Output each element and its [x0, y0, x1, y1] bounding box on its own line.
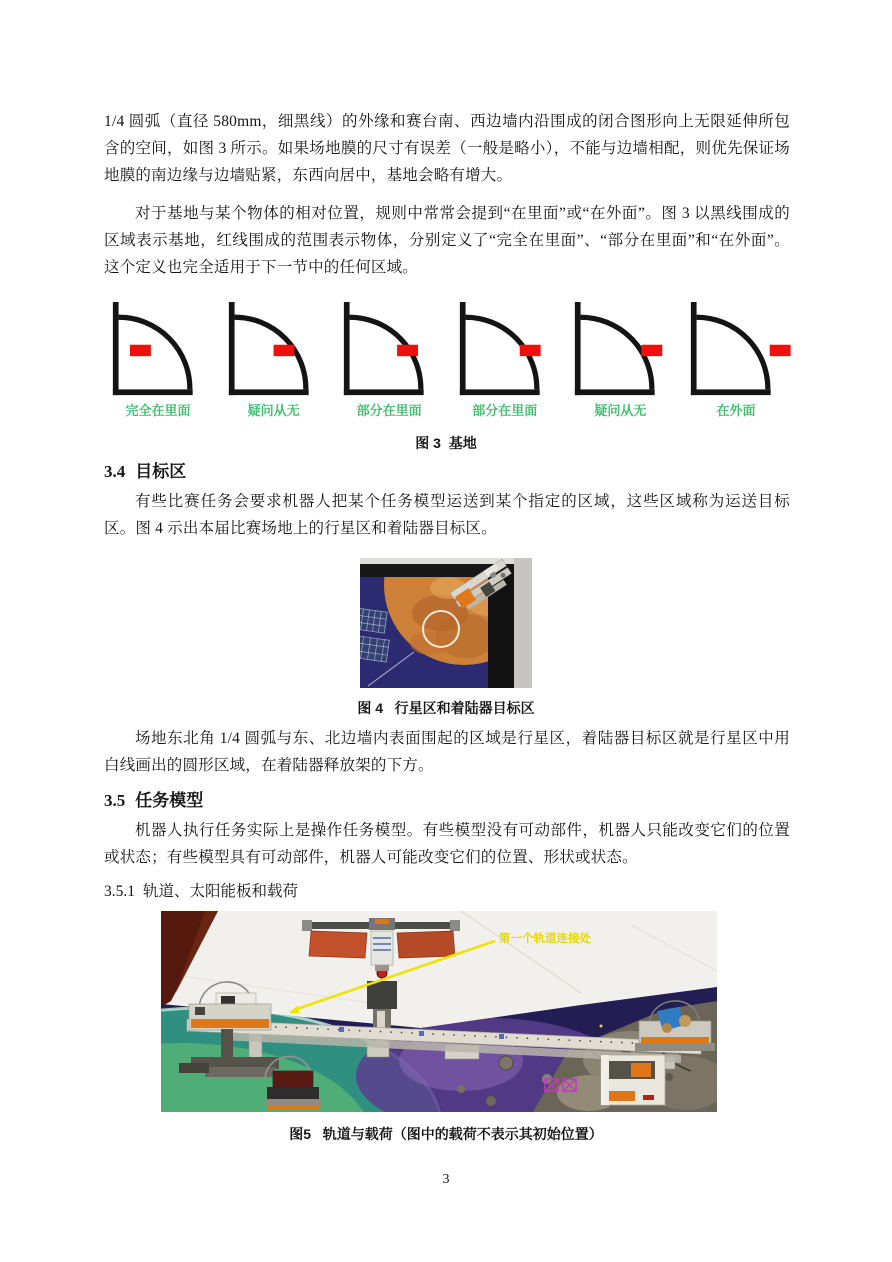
- section-number: 3.5: [104, 791, 126, 810]
- object-marker: [770, 345, 791, 356]
- diagram-label: 部分在里面: [356, 403, 422, 418]
- planet-corner-photo: [360, 558, 532, 688]
- section-title: 目标区: [135, 462, 187, 481]
- quarter-circle-diagram: [450, 302, 560, 397]
- section-3-5-1-heading: [104, 879, 298, 901]
- figure4-photo: [360, 558, 532, 688]
- base-arc: [234, 317, 305, 389]
- base-arc: [697, 317, 768, 389]
- wall-top-edge: [360, 558, 532, 565]
- diagram-label: 完全在里面: [125, 403, 191, 418]
- paragraph-target-areas: 有些比赛任务会要求机器人把某个任务模型运送到某个指定的区域，这些区域称为运送目标区。图 4 示出本届比赛场地上的行星区和着陆器目标区。: [104, 493, 790, 537]
- object-marker: [397, 345, 418, 356]
- figure5-caption: 图5 轨道与载荷（图中的载荷不表示其初始位置）: [289, 1126, 603, 1142]
- track-photo: [161, 911, 717, 1112]
- diagram-label: 部分在里面: [472, 403, 538, 418]
- base-wall-left: [228, 302, 234, 395]
- base-wall-left: [575, 302, 581, 395]
- white-container: [601, 1055, 665, 1105]
- object-marker: [520, 345, 541, 356]
- quarter-circle-diagram: [219, 302, 329, 397]
- figure3-caption: 图 3 基地: [415, 435, 477, 451]
- fig3-diagram-fully-inside: [103, 302, 213, 419]
- object-marker: [130, 345, 151, 356]
- diagram-label: 在外面: [716, 403, 756, 418]
- section-number: 3.4: [104, 462, 126, 481]
- base-wall-bottom: [691, 389, 771, 395]
- fig3-diagram-partly-inside-1: [334, 302, 444, 419]
- solar-panel-left: [309, 931, 367, 958]
- object-marker: [273, 345, 294, 356]
- figure5-photo: [161, 911, 717, 1112]
- paragraph-base-space: 1/4 圆弧（直径 580mm，细黑线）的外缘和赛台南、西边墙内沿围成的闭合图形向上无限延伸所包含的空间，如图 3 所示。如果场地膜的尺寸有误差（一般是略小），不能与边墙相配，则优先保证场地膜的南边缘与边墙贴紧，东西向居中，基地会略有增大。: [104, 113, 790, 184]
- figure4-caption: 图 4 行星区和着陆器目标区: [357, 700, 535, 716]
- diagram-label: 疑问从无: [247, 403, 300, 418]
- paragraph-mission-models: 机器人执行任务实际上是操作任务模型。有些模型没有可动部件，机器人只能改变它们的位置或状态；有些模型具有可动部件，机器人可能改变它们的位置、形状或状态。: [104, 822, 790, 866]
- base-arc: [119, 317, 190, 389]
- figure3-base-diagrams: [103, 302, 791, 419]
- quarter-circle-diagram: [681, 302, 791, 397]
- paragraph-planet-area: 场地东北角 1/4 圆弧与东、北边墙内表面围起的区域是行星区，着陆器目标区就是行星区中用白线画出的圆形区域，在着陆器释放架的下方。: [104, 730, 790, 774]
- track-connection-annotation: 第一个轨道连接处: [499, 933, 591, 945]
- base-wall-bottom: [228, 389, 308, 395]
- base-wall-bottom: [344, 389, 424, 395]
- outside-field: [514, 558, 532, 688]
- diagram-label: 疑问从无: [594, 403, 647, 418]
- section-3-5-heading: [104, 786, 203, 811]
- object-marker: [642, 345, 663, 356]
- base-wall-bottom: [460, 389, 540, 395]
- quarter-circle-diagram: [334, 302, 444, 397]
- base-wall-left: [691, 302, 697, 395]
- quarter-circle-diagram: [565, 302, 675, 397]
- base-arc: [581, 317, 652, 389]
- fig3-diagram-touch-inside: [219, 302, 329, 419]
- section-title: 任务模型: [135, 791, 204, 810]
- section-number: 3.5.1: [104, 883, 135, 900]
- base-wall-left: [460, 302, 466, 395]
- base-wall-bottom: [113, 389, 193, 395]
- section-title: 轨道、太阳能板和载荷: [143, 883, 299, 900]
- paragraph-relative-position: 对于基地与某个物体的相对位置，规则中常常会提到“在里面”或“在外面”。图 3 以黑线围成的区域表示基地，红线围成的范围表示物体，分别定义了“完全在里面”、“部分在里面”和“在外面”。这个定义也完全适用于下一节中的任何区域。: [104, 205, 790, 276]
- fig3-diagram-outside: [681, 302, 791, 419]
- page-number: 3: [442, 1172, 450, 1187]
- solar-panel-right: [397, 931, 455, 958]
- section-3-4-heading: [104, 457, 186, 482]
- base-wall-left: [113, 302, 119, 395]
- base-wall-left: [344, 302, 350, 395]
- fig3-diagram-touch-outside: [565, 302, 675, 419]
- fig3-diagram-partly-inside-2: [450, 302, 560, 419]
- quarter-circle-diagram: [103, 302, 213, 397]
- base-wall-bottom: [575, 389, 655, 395]
